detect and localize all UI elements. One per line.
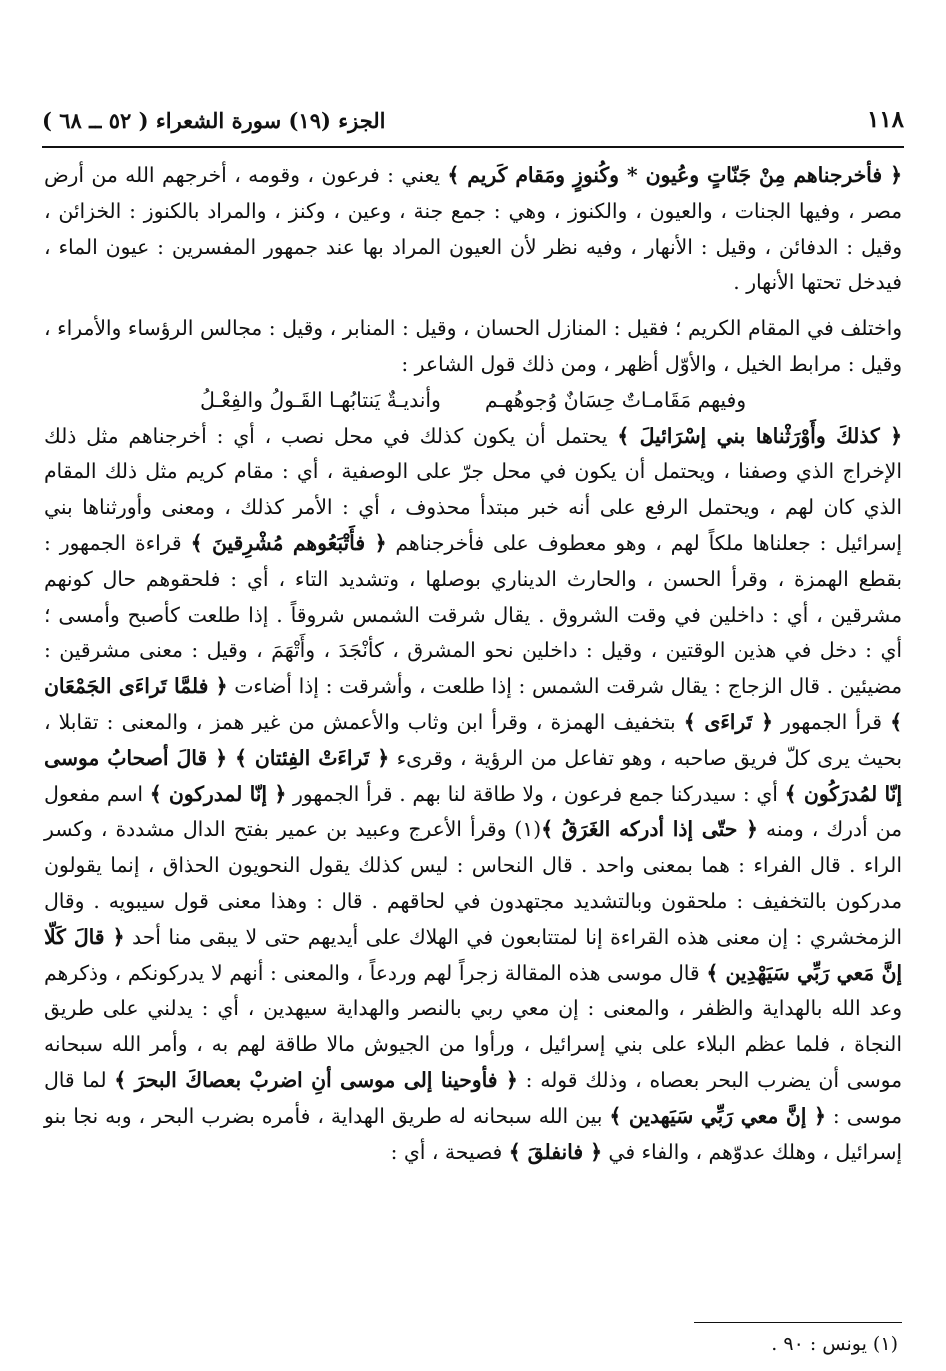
footnote: (١) يونس : ٩٠ .	[771, 1333, 898, 1355]
quran-verse: ﴿ فأوحينا إلى موسى أنِ اضربْ بعصاكَ البحرَ ﴾	[114, 1067, 518, 1092]
poem-verse	[44, 383, 902, 419]
quran-verse: ﴿ تَراءَى ﴾	[683, 709, 773, 734]
commentary-text: يعني : فرعون ، وقومه ، أخرجهم الله من أرض مصر ، وفيها الجنات ، والعيون ، والكنوز ، وهي : جمع جنة ، وعين ، وكنز ، والمراد بالكنوز : الخزائن ، وقيل : الدفائن ، وقيل : الأنهار ، وفيه نظر لأن العيون المراد بها عند جمهور المفسرين : عيون الماء ، فيدخل تحتها الأنهار .	[44, 163, 902, 295]
commentary-text: بين الله سبحانه له طريق الهداية ، فأمره بضرب البحر ، وبه نجا بنو إسرائيل ، وهلك عدوّهم ، والفاء في	[44, 1103, 902, 1164]
footnote-divider	[694, 1322, 902, 1323]
quran-verse: ﴿ قالَ كَلّا إنَّ مَعي رَبِّي سَيَهْدِين ﴾	[44, 924, 902, 985]
quran-verse: ﴿ حتّى إذا أدركه الغَرَقُ ﴾	[541, 817, 758, 842]
quran-verse: ﴿ تَراءَتْ الفِئتان ﴾ ﴿ قالَ أصحابُ موسى إنّا لمُدرَكُون ﴾	[44, 745, 903, 806]
commentary-text: اسم مفعول من أدرك ، ومنه	[44, 781, 902, 842]
paragraph	[44, 419, 902, 1171]
page-body	[44, 158, 902, 1170]
page-header	[42, 96, 904, 148]
poem-hemistich-1: وفيهم مَقَامـاتٌ حِسَانٌ وُجوهُهـم	[484, 387, 747, 412]
commentary-text: يحتمل أن يكون كذلك في محل نصب ، أي : أخرجناهم مثل ذلك الإخراج الذي وصفنا ، ويحتمل أن يكون في محل جرّ على الوصفية ، أي : مقام كريم مثل ذلك المقام الذي كان لهم ، ويحتمل الرفع على أنه خبر مبتدأ محذوف ، أي : الأمر كذلك ، ومعنى وأورثناها بني إسرائيل : جعلناها ملكاً لهم ، وهو معطوف على فأخرجناهم	[44, 423, 902, 555]
commentary-text: بتخفيف الهمزة ، وقرأ ابن وثاب والأعمش من غير همز ، والمعنى : تقابلا ، بحيث يرى كلّ فريق صاحبه ، وهو تفاعل من الرؤية ، وقرىء	[44, 709, 902, 770]
quran-verse: ﴿ فلمَّا تَراءَى الجَمْعَان ﴾	[44, 674, 902, 734]
poem-hemistich-2: وأنديـةٌ يَنتابُهـا القَـولُ والفِعْـلُ	[199, 387, 441, 412]
commentary-text: أي : سيدركنا جمع فرعون ، ولا طاقة لنا بهم . قرأ الجمهور	[286, 781, 785, 806]
quran-verse: ﴿ فانفلقَ ﴾	[508, 1139, 602, 1164]
quran-verse: ﴿ فأَتْبَعُوهم مُشْرِقينَ ﴾	[190, 530, 387, 555]
quran-verse: ﴿ إنَّ معي رَبِّي سَيَهدين ﴾	[609, 1103, 826, 1128]
commentary-text: لما قال موسى :	[44, 1067, 902, 1128]
page-number: ١١٨	[866, 106, 904, 133]
quran-verse: ﴿ فأخرجناهم مِنْ جَنّاتٍ وعُيون * وكُنوزٍ ومَقام كَريم ﴾	[447, 163, 902, 187]
commentary-text: قرأ الجمهور	[772, 709, 891, 734]
commentary-text: قراءة الجمهور : بقطع الهمزة ، وقرأ الحسن ، والحارث الديناري بوصلها ، وتشديد التاء ، أي : فلحقوهم حال كونهم مشرقين ، أي : داخلين في وقت الشروق . يقال شرقت الشمس شروقاً . إذا طلعت كأصبح وأمسى ؛ أي : دخل في هذين الوقتين ، وقيل : داخلين نحو المشرق ، كأنْجَدَ ، وأَتْهَمَ ، وقيل : معنى مشرقين : مضيئين . قال الزجاج : يقال شرقت الشمس : إذا طلعت ، وأشرقت : إذا أضاءت	[44, 530, 903, 699]
paragraph	[44, 311, 902, 383]
quran-verse: ﴿ إنّا لمدركون ﴾	[149, 781, 287, 806]
commentary-text: (١) وقرأ الأعرج وعبيد بن عمير بفتح الدال مشددة ، وكسر الراء . قال الفراء : هما بمعنى واحد . قال النحاس : ليس كذلك يقول النحويون الحذاق ، إنما يقولون مدركون بالتخفيف : ملحقون وبالتشديد مجتهدون في لحاقهم . قال : وهذا معنى قول سيبويه . وقال الزمخشري : إن معنى هذه القراءة إنا لمتتابعون في الهلاك على أيديهم حتى لا يبقى منا أحد	[44, 817, 902, 949]
commentary-text: فصيحة ، أي :	[390, 1139, 509, 1164]
running-title: الجزء (١٩) سورة الشعراء ( ٥٢ ــ ٦٨ )	[42, 108, 386, 133]
commentary-text: قال موسى هذه المقالة زجراً لهم وردعاً ، والمعنى : أنهم لا يدركونكم ، وذكرهم وعد الله بالهداية والظفر ، والمعنى : إن معي ربي بالنصر والهداية سيهدين ، أي : يدلني على طريق النجاة ، فلما عظم البلاء على بني إسرائيل ، ورأوا من الجيوش مالا طاقة لهم به ، وأمر الله سبحانه موسى أن يضرب البحر بعصاه ، وذلك قوله :	[44, 960, 902, 1092]
quran-verse: ﴿ كذلكَ وأَوْرَثْناها بني إسْرَائيلَ ﴾	[617, 423, 902, 448]
paragraph	[44, 158, 902, 301]
commentary-text: واختلف في المقام الكريم ؛ فقيل : المنازل الحسان ، وقيل : المنابر ، وقيل : مجالس الرؤساء والأمراء ، وقيل : مرابط الخيل ، والأوّل أظهر ، ومن ذلك قول الشاعر :	[44, 316, 902, 376]
